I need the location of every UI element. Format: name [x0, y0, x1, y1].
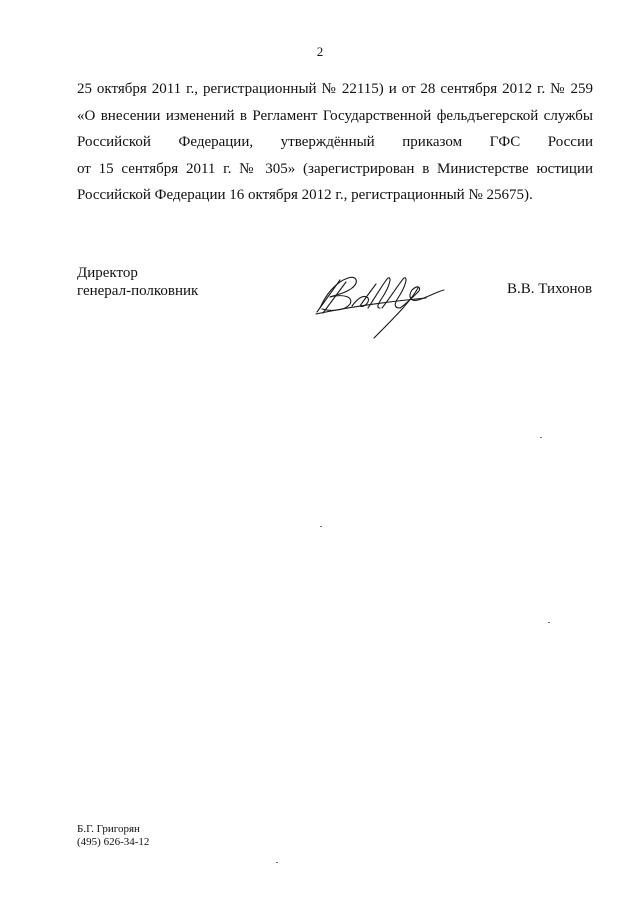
body-line: «О внесении изменений в Регламент Государственной фельдъегерской службы — [77, 107, 593, 124]
signer-name: В.В. Тихонов — [507, 281, 593, 297]
handwritten-signature — [314, 268, 454, 340]
scan-speck — [320, 526, 322, 527]
body-paragraph — [77, 76, 593, 209]
signer-title-block — [77, 264, 198, 300]
executor-block — [77, 823, 149, 849]
signer-position: Директор — [77, 265, 138, 281]
body-line: от 15 сентября 2011 г. № 305» (зарегистрирован в Министерстве юстиции — [77, 160, 593, 177]
body-line: 25 октября 2011 г., регистрационный № 22115) и от 28 сентября 2012 г. № 259 — [77, 81, 593, 97]
scan-speck — [276, 862, 278, 863]
page-number: 2 — [316, 44, 324, 59]
executor-name: Б.Г. Григорян — [77, 823, 140, 835]
scan-speck — [548, 622, 550, 623]
body-line: Российской Федерации, утверждённый приказом ГФС России — [77, 134, 593, 150]
scan-speck — [540, 437, 542, 438]
signer-rank: генерал-полковник — [77, 283, 199, 299]
body-line: Российской Федерации 16 октября 2012 г., регистрационный № 25675). — [77, 187, 533, 203]
executor-phone: (495) 626-34-12 — [77, 836, 150, 848]
